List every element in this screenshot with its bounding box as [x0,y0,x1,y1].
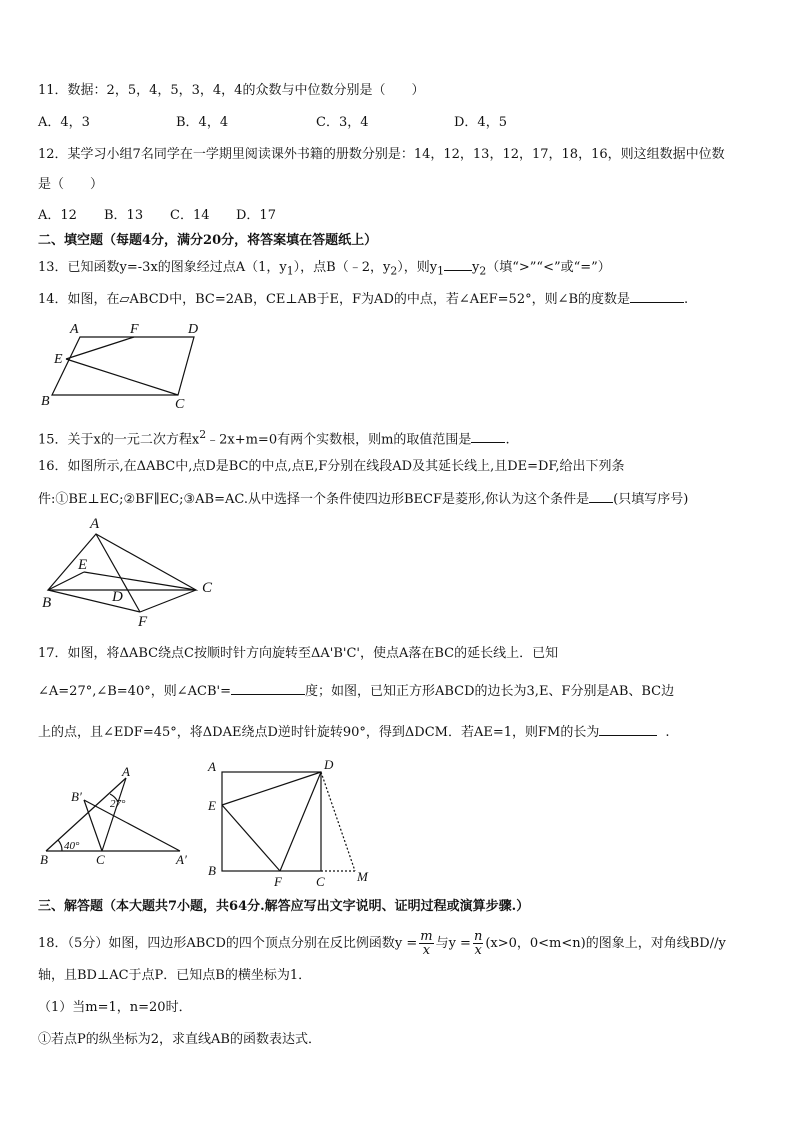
label-b: B [41,394,50,409]
q18-part1: 18．（5分）如图，四边形ABCD的四个顶点分别在反比例函数y = [38,936,418,951]
q17-line2-part2: 度；如图，已知正方形ABCD的边长为3,E、F分别是AB、BC边 [304,684,675,699]
q18-sub1: （1）当m=1，n=20时． [38,1000,192,1015]
q12-option-a: A．12 [38,208,77,223]
label-c: C [316,874,325,889]
q12-option-d: D．17 [236,208,276,223]
fraction-numerator-n: n [473,929,483,944]
section-2-heading: 二、填空题（每题4分，满分20分，将答案填在答题纸上） [38,233,378,248]
q13-part3: ），则y [397,260,438,275]
label-f: F [130,322,139,337]
q17-line3-text: 上的点，且∠EDF=45°，将ΔDAE绕点D逆时针旋转90°，得到ΔDCM．若AE=1，则FM的长为 [38,725,600,740]
q16-line2-text: 件:①BE⊥EC;②BF∥EC;③AB=AC.从中选择一个条件使四边形BECF是菱形,你认为这个条件是 [38,492,590,507]
q12-option-c: C．14 [170,208,210,223]
label-b: B [40,852,48,867]
label-b: B [208,863,216,878]
q13-part5: （填“>”“<”或“=”） [486,260,611,275]
q17-line2-part1: ∠A=27°,∠B=40°，则∠ACB'= [38,684,231,699]
q12-option-b: B．13 [104,208,144,223]
label-d: D [324,757,334,772]
q18-part2: 与y = [435,936,471,951]
label-a: A [208,759,216,774]
label-a: A [70,322,79,337]
section-3-heading: 三、解答题（本大题共7小题，共64分.解答应写出文字说明、证明过程或演算步骤.） [38,899,530,914]
label-a: A [90,516,100,532]
label-c: C [96,852,105,867]
q11-option-d: D．4，5 [454,115,507,130]
q11-option-b: B．4，4 [176,115,229,130]
label-e: E [208,798,216,813]
segment-dm [321,772,355,871]
q16-line1: 16．如图所示,在ΔABC中,点D是BC的中点,点E,F分别在线段AD及其延长线上,且DE=DF,给出下列条 [38,459,625,474]
label-e: E [78,557,88,573]
label-a: A [122,764,130,779]
label-c: C [175,397,185,412]
fraction-n-over-x [473,930,483,957]
q11-option-c: C．3，4 [316,115,369,130]
label-angle-27: 27° [110,798,126,810]
segment-ed [222,772,321,805]
q13-sub1: 1 [286,264,294,278]
fraction-denominator-x: x [422,943,431,958]
label-c: C [202,580,213,596]
q12-stem-line1: 12．某学习小组7名同学在一学期里阅读课外书籍的册数分别是：14，12，13，12，17，18，16，则这组数据中位数 [38,147,725,162]
q13-sub3: 1 [437,264,444,278]
q14-stem: 14．如图，在▱ABCD中，BC=2AB，CE⊥AB于E，F为AD的中点，若∠AEF=52°，则∠B的度数是 [38,292,631,307]
fraction-numerator-m: m [420,929,433,944]
q16-line2-end: (只填写序号) [613,492,689,507]
label-f: F [138,614,148,630]
segment-b-prime-a-prime [84,800,180,851]
q12-stem-line2: 是（ ） [38,177,104,192]
q11-option-a: A．4，3 [38,115,90,130]
q18-line1 [38,930,726,957]
q11-stem: 11．数据：2，5，4，5，3，4，4的众数与中位数分别是（ ） [38,83,425,98]
q17-line1: 17．如图，将ΔABC绕点C按顺时针方向旋转至ΔA'B'C'，使点A落在BC的延长线上．已知 [38,646,559,661]
q17-line3-end: . [665,725,670,740]
q15-sup: 2 [199,428,207,441]
segment-df [280,772,321,871]
label-f: F [274,874,282,889]
angle-b-arc [58,840,62,851]
q18-line2: 轴，且BD⊥AC于点P．已知点B的横坐标为1． [38,968,312,983]
q13-sub4: 2 [479,264,487,278]
q15-end: . [505,432,510,448]
label-b-prime: B′ [71,789,82,804]
label-b: B [42,595,52,611]
segment-ef [222,805,280,871]
q15-part2: ﹣2x+m=0有两个实数根，则m的取值范围是 [206,432,472,448]
fraction-denominator-x: x [474,943,482,958]
q18-part3: (x>0，0<m<n)的图象上，对角线BD//y [485,936,726,951]
q15-part1: 15．关于x的一元二次方程x [38,432,200,448]
q14-end: . [684,292,689,307]
label-d: D [188,322,199,337]
label-m: M [357,869,368,884]
q13-part2: ），点B（﹣2，y [293,260,391,275]
q13-part4: y [471,260,480,275]
label-a-prime: A′ [176,852,187,867]
label-d: D [112,589,123,605]
label-angle-40: 40° [64,840,80,852]
q13-part1: 13．已知函数y=-3x的图象经过点A（1，y [38,260,287,275]
q13-sub2: 2 [390,264,398,278]
q18-sub2: ①若点P的纵坐标为2，求直线AB的函数表达式． [38,1032,321,1047]
fraction-m-over-x [419,930,433,957]
label-e: E [54,352,63,367]
